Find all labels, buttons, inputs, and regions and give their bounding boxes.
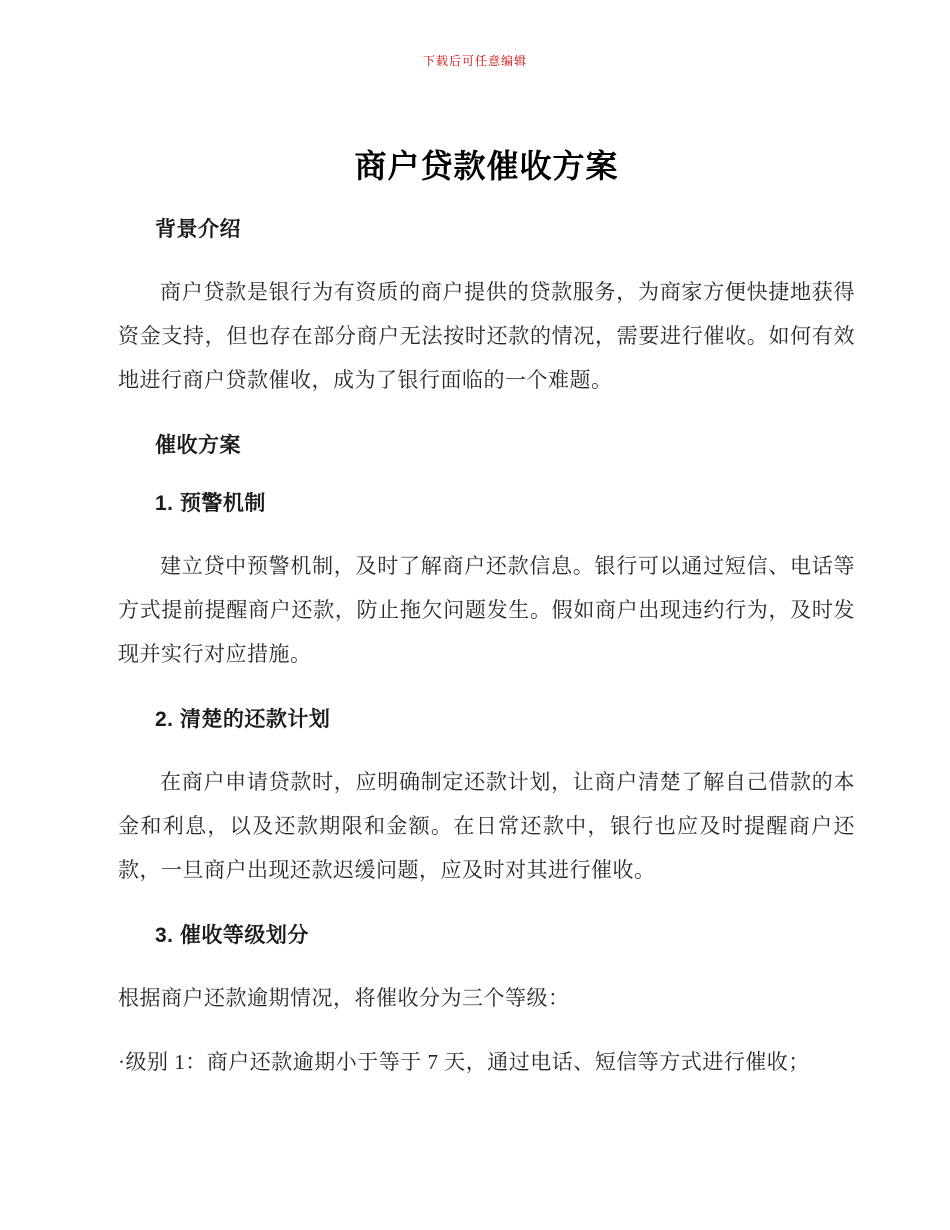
paragraph-repayment-plan: 在商户申请贷款时，应明确制定还款计划，让商户清楚了解自己借款的本金和利息，以及还款期限和金额。在日常还款中，银行也应及时提醒商户还款，一旦商户出现还款迟缓问题，应及时对其进行催收。	[118, 770, 855, 882]
heading-background-intro: 背景介绍	[155, 218, 241, 241]
heading-3-collection-levels: 3. 催收等级划分	[155, 924, 309, 947]
document-title: 商户贷款催收方案	[354, 148, 619, 184]
paragraph-warning-mechanism: 建立贷中预警机制，及时了解商户还款信息。银行可以通过短信、电话等方式提前提醒商户还款，防止拖欠问题发生。假如商户出现违约行为，及时发现并实行对应措施。	[118, 554, 855, 666]
paragraph-levels-intro: 根据商户还款逾期情况，将催收分为三个等级：	[118, 986, 570, 1010]
heading-2-repayment-plan: 2. 清楚的还款计划	[155, 708, 331, 731]
heading-1-warning-mechanism: 1. 预警机制	[155, 492, 266, 515]
download-edit-note: 下载后可任意编辑	[422, 54, 527, 68]
paragraph-background: 商户贷款是银行为有资质的商户提供的贷款服务，为商家方便快捷地获得资金支持，但也存在部分商户无法按时还款的情况，需要进行催收。如何有效地进行商户贷款催收，成为了银行面临的一个难题。	[118, 280, 855, 392]
bullet-level-1: ·级别 1：商户还款逾期小于等于 7 天，通过电话、短信等方式进行催收；	[118, 1050, 810, 1074]
heading-collection-plan: 催收方案	[155, 434, 241, 457]
